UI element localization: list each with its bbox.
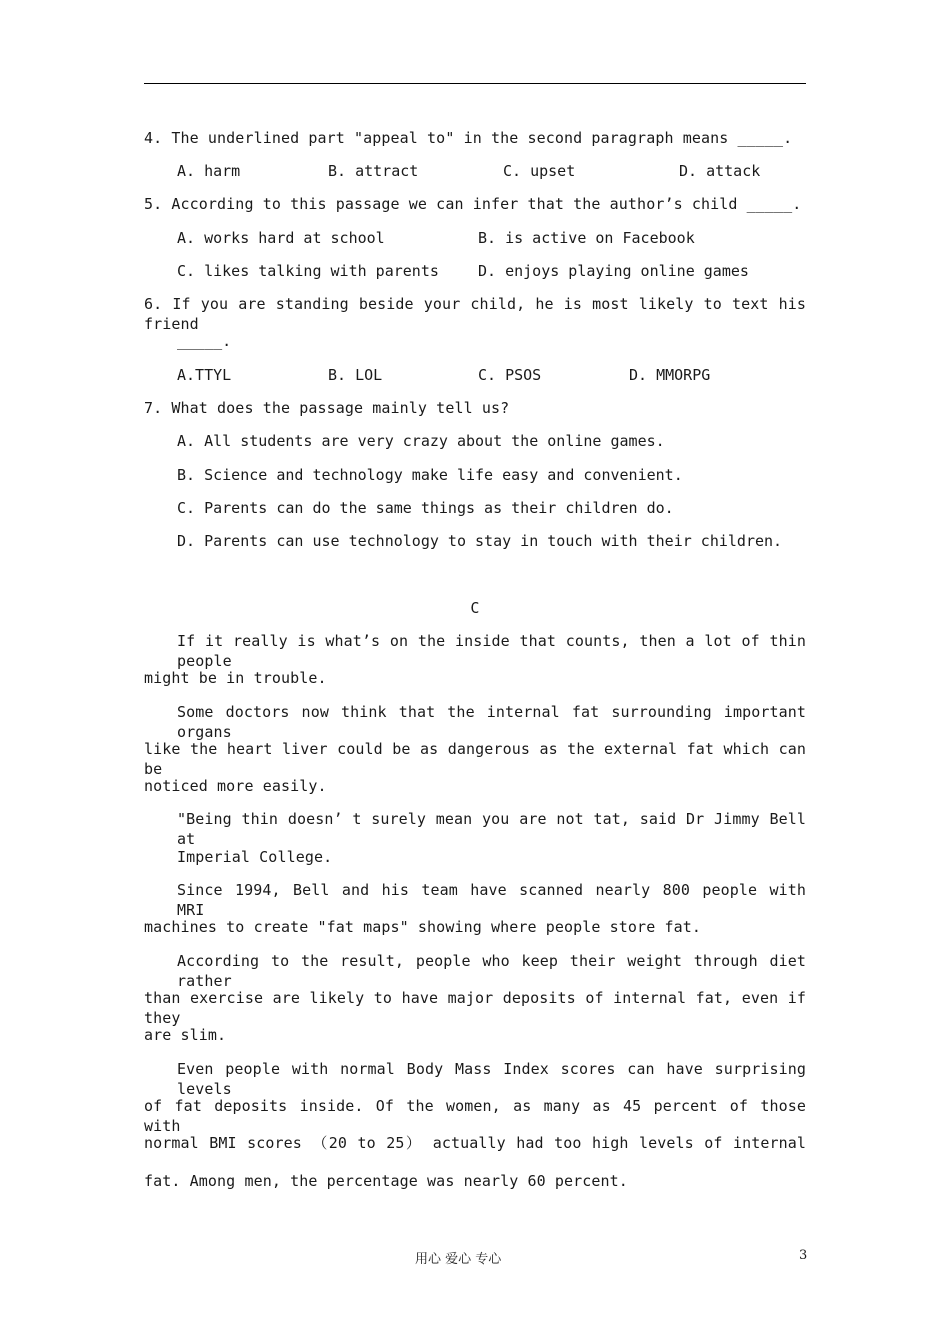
passage-line: Even people with normal Body Mass Index scores can have surprising levels — [177, 1060, 806, 1098]
question-4-option-c: C. upset — [503, 162, 576, 180]
passage-line: fat. Among men, the percentage was nearly 60 percent. — [144, 1172, 628, 1190]
question-6-blank: _____. — [177, 332, 232, 350]
header-rule — [144, 83, 806, 84]
question-4-option-b: B. attract — [328, 162, 419, 180]
passage-line: If it really is what’s on the inside that counts, then a lot of thin people — [177, 632, 806, 670]
passage-line: normal BMI scores （20 to 25） actually had too high levels of internal — [144, 1134, 806, 1152]
passage-line: might be in trouble. — [144, 669, 327, 687]
question-5-stem: 5. According to this passage we can infer that the author’s child _____. — [144, 195, 802, 213]
question-6-option-b: B. LOL — [328, 366, 383, 384]
question-5-option-a: A. works hard at school — [177, 229, 385, 247]
passage-line: noticed more easily. — [144, 777, 327, 795]
question-7-option-b: B. Science and technology make life easy and convenient. — [177, 466, 683, 484]
passage-line: According to the result, people who keep their weight through diet rather — [177, 952, 806, 990]
question-5-option-c: C. likes talking with parents — [177, 262, 439, 280]
passage-line: "Being thin doesn’ t surely mean you are not tat, said Dr Jimmy Bell at — [177, 810, 806, 848]
question-6-option-a: A.TTYL — [177, 366, 232, 384]
question-4-option-d: D. attack — [679, 162, 761, 180]
passage-line: Since 1994, Bell and his team have scanned nearly 800 people with MRI — [177, 881, 806, 919]
passage-line: machines to create "fat maps" showing where people store fat. — [144, 918, 701, 936]
passage-line: are slim. — [144, 1026, 227, 1044]
question-5-option-b: B. is active on Facebook — [478, 229, 695, 247]
passage-line: Imperial College. — [177, 848, 333, 866]
question-4-stem: 4. The underlined part "appeal to" in the second paragraph means _____. — [144, 129, 793, 147]
question-7-stem: 7. What does the passage mainly tell us? — [144, 399, 510, 417]
question-6-stem: 6. If you are standing beside your child, he is most likely to text his friend — [144, 295, 806, 333]
passage-heading: C — [470, 599, 480, 617]
passage-line: of fat deposits inside. Of the women, as many as 45 percent of those with — [144, 1097, 806, 1135]
passage-line: than exercise are likely to have major deposits of internal fat, even if they — [144, 989, 806, 1027]
passage-line: Some doctors now think that the internal fat surrounding important organs — [177, 703, 806, 741]
question-7-option-c: C. Parents can do the same things as their children do. — [177, 499, 674, 517]
page-number: 3 — [799, 1248, 808, 1263]
question-4-option-a: A. harm — [177, 162, 241, 180]
question-6-option-d: D. MMORPG — [629, 366, 711, 384]
passage-line: like the heart liver could be as dangerous as the external fat which can be — [144, 740, 806, 778]
question-7-option-d: D. Parents can use technology to stay in touch with their children. — [177, 532, 783, 550]
question-5-option-d: D. enjoys playing online games — [478, 262, 749, 280]
question-7-option-a: A. All students are very crazy about the online games. — [177, 432, 665, 450]
footer-motto: 用心 爱心 专心 — [415, 1252, 502, 1267]
question-6-option-c: C. PSOS — [478, 366, 542, 384]
